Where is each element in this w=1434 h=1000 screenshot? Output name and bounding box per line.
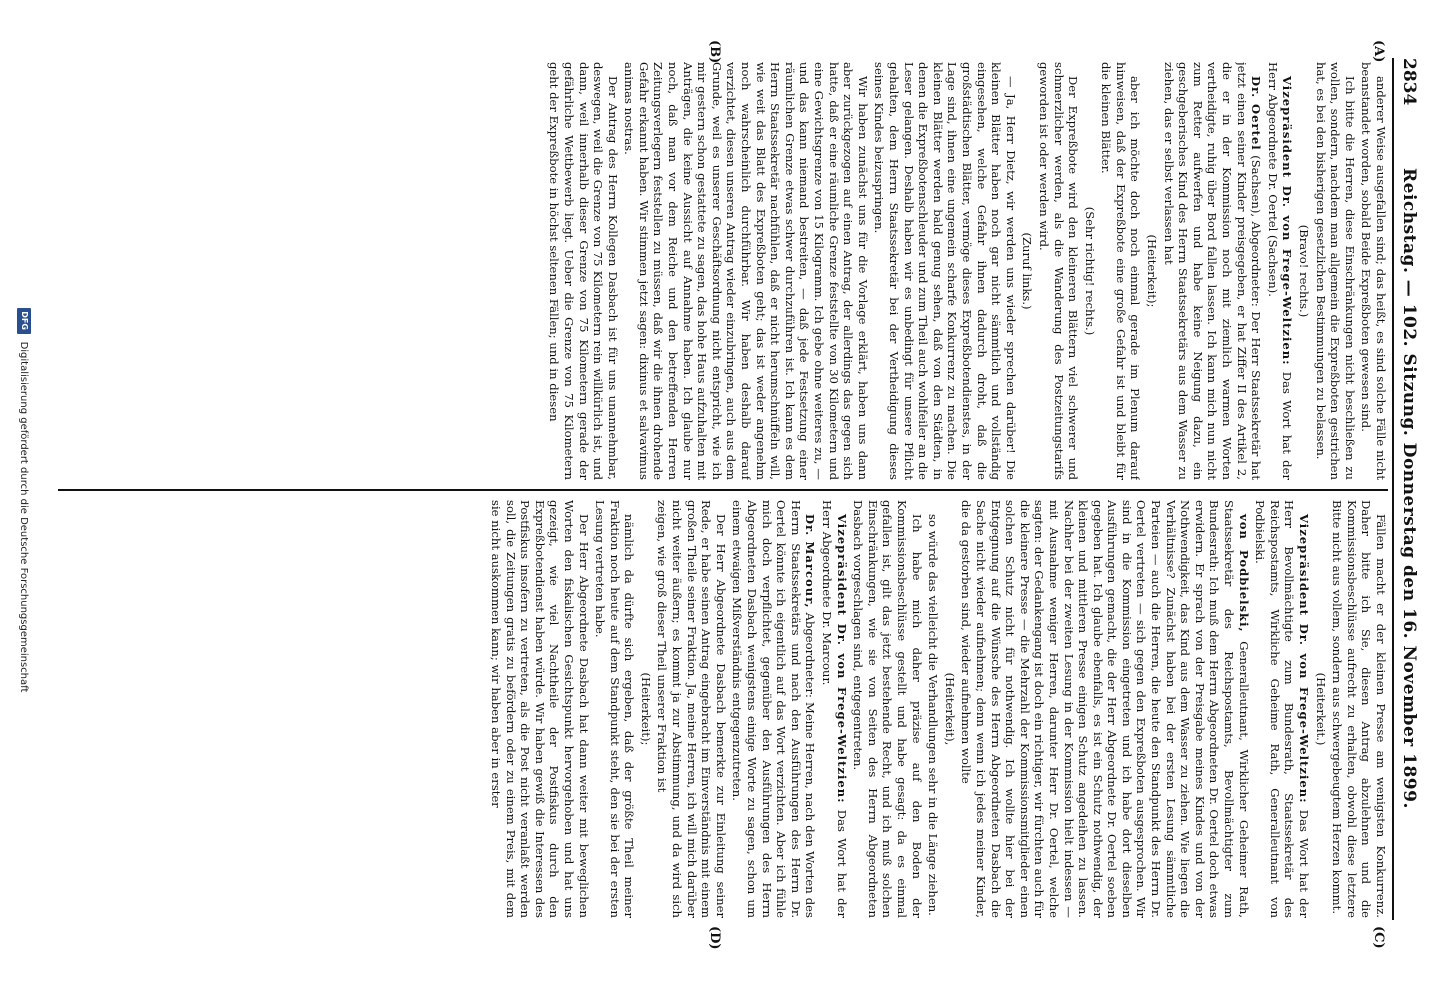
page-number: 2834 <box>1399 58 1419 106</box>
paragraph <box>1161 62 1263 480</box>
paragraph <box>488 500 590 918</box>
paragraph <box>1036 62 1080 480</box>
paragraph-text: (Zuruf links.) <box>1020 232 1035 310</box>
paragraph-text: Ich bitte die Herren, diese Einschränkungen nicht beschließen zu wollen, sondern, nachdem man allgemein die Expreßboten gestrichen hat, es bei den bisherigen gesetzlichen Bestimmungen zu belassen. <box>1313 62 1357 480</box>
interjection <box>942 500 957 918</box>
paragraph-text: (Heiterkeit), <box>942 672 957 746</box>
speaker-name: Vizepräsident Dr. von Frege-Weltzien: <box>834 514 849 804</box>
paragraph-text: Fällen macht er der kleinen Presse am wenigsten Konkurrenz. Daher bitte ich Sie, diesen Antrag abzulehnen und die Kommissionsbeschlüsse aufrecht zu erhalten, obwohl diese letztere Bitte nicht aus vollem, sondern aus schwergebeugtem Herzen kommt. <box>1330 500 1388 918</box>
interjection <box>1313 500 1328 918</box>
paragraph <box>593 500 637 918</box>
paragraph-text: Abgeordneter: Meine Herren, nach den Worten des Herrn Staatssekretärs und nach den Ausführungen des Herrn Dr. Oertel könnte ich eigentlich auf das Wort verzichten. Aber ich fühle mich doch verpflichtet, gegenüber den Ausführungen des Herrn Abgeordneten Dasbach wenigstens einige Worte zu sagen, schon um einem etwaigen Mißverständnis entgegenzutreten. <box>730 500 818 918</box>
paragraph-text: nämlich da dürfte sich ergeben, daß der größte Theil meiner Fraktion noch heute auf dem Standpunkt steht, den sie bei der ersten Lesung vertreten habe. <box>593 500 637 918</box>
interjection <box>1296 62 1311 480</box>
paragraph <box>1253 500 1311 918</box>
interjection <box>1145 62 1160 480</box>
paragraph-text: (Heiterkeit); <box>1145 234 1160 308</box>
speaker-name: Vizepräsident Dr. von Frege-Weltzien: <box>1297 514 1312 804</box>
paragraph <box>959 500 1251 918</box>
speaker-name: Dr. Marcour, <box>803 514 818 609</box>
paragraph-text: Der Herr Abgeordnete Dasbach bemerkte zur Einleitung seiner Rede, er habe seinen Antrag eingebracht im Einverständnis mit einem großen Theile seiner Fraktion. Ja, meine Herren, ich will mich darüber nicht weiter äußern; es kommt ja zur Abstimmung, und da wird sich zeigen, wie groß dieser Theil unserer Fraktion ist <box>655 500 728 918</box>
footer-text: Digitalisierung gefördert durch die Deutsche Forschungsgemeinschaft <box>18 341 30 693</box>
margin-marker-b: (B) <box>707 40 722 64</box>
paragraph-text: (Heiterkeit.) <box>1313 672 1328 746</box>
paragraph-text: Das Wort hat der Herr Bevollmächtigte zum Bundesrath, Staatssekretär des Reichspostamts, Wirkliche Geheime Rath, Generalleutnant von Podbielski. <box>1253 500 1312 918</box>
paragraph <box>819 500 848 918</box>
paragraph <box>1330 500 1388 918</box>
paragraph-text: Wir haben zunächst uns für die Vorlage erklärt, haben uns dann aber zurückgezogen auf einen Antrag, der allerdings das gegen sich hatte, daß er eine räumliche Grenze feststellte von 30 Kilometern und eine Gewichtsgrenze von 15 Kilogramm. Ich gebe ohne weiteres zu, — und das kann niemand bestreiten, — daß jede Festsetzung einer räumlichen Grenze etwas schwer durchzuführen ist. Ich kann es dem Herrn Staatssekretär nachfühlen, daß er nicht herumschnüffeln will, wie weit das Blatt des Expreßboten geht; das ist weder angenehm noch wahrscheinlich durchführbar. Wir haben deshalb darauf verzichtet, diesen unseren Antrag wieder einzubringen, auch aus dem Grunde, weil es unserer Geschäftsordnung nicht entspricht, wie ich mir gestern schon gestattete zu sagen, das hohe Haus aufzuhalten mit Anträgen, die keine Aussicht auf Annahme haben. Ich glaube nur noch, daß man vor dem Reiche und den betreffenden Herren Zeitungsverlegern feststellen zu müssen, daß wir die ihnen drohende Gefahr erkannt haben. Wir stimmen jetzt sagen: dixinus et salvavimus animas nostras. <box>622 62 870 480</box>
paragraph <box>926 500 941 918</box>
paragraph <box>1313 62 1357 480</box>
page-title: Reichstag. — 102. Sitzung. Donnerstag den 16. November 1899. <box>1399 168 1419 809</box>
paragraph-text: Der Herr Abgeordnete Dasbach hat dann weiter mit beweglichen Worten den fiskalischen Gesichtspunkt hervorgehoben und hat uns gezeigt, wie viel Nachtheile der Postfiskus durch den Expreßbotendienst haben würde. Wir haben gewiß die Interessen des Postfiskus insofern zu vertreten, als die Post nicht veranlaßt werden soll, die Zeitungen gratis zu befördern oder zu einem Preis, mit dem sie nicht auskommen kann; wir haben aber in erster <box>488 500 591 918</box>
paragraph <box>872 62 1018 480</box>
paragraph-text: (Sehr richtig! rechts.) <box>1082 206 1097 336</box>
speaker-name: von Podbielski, <box>1236 514 1251 633</box>
paragraph <box>730 500 818 918</box>
header-rule <box>1392 58 1394 920</box>
paragraph-text: aber ich möchte doch noch einmal gerade im Plenum darauf hinweisen, daß der Expreßbote eine große Gefahr ist und bleibt für die kleinen Blätter. <box>1099 62 1143 480</box>
paragraph <box>1359 62 1388 480</box>
left-text-column <box>48 62 1388 480</box>
paragraph-text: anderer Weise ausgefallen sind; das heißt, es sind solche Fälle nicht beanstandet worden, sobald Beide Expreßboten gewesen sind. <box>1359 62 1388 480</box>
paragraph <box>1099 62 1143 480</box>
paragraph <box>622 62 870 480</box>
paragraph-text: (Sachsen), Abgeordneter: Der Herr Staatssekretär hat jetzt einen seiner Kinder preisgegeben, er hat Ziffer II des Artikel 2, die er in der Kommission noch mit ziemlich warmen Worten vertheidigte, ruhig über Bord fallen lassen. Ich kann mich nun nicht zum Retter aufwerfen und habe keine Neigung dazu, ein geschgeberisches Kind des Herrn Staatssekretärs aus dem Wasser zu ziehen, das er selbst verlassen hat <box>1161 62 1264 480</box>
column-separator <box>58 489 1388 491</box>
speaker-name: Vizepräsident Dr. von Frege-Weltzien: <box>1280 76 1295 366</box>
margin-marker-c: (C) <box>1371 926 1386 949</box>
interjection <box>638 500 653 918</box>
interjection <box>1082 62 1097 480</box>
paragraph-text: — Ja, Herr Dietz, wir werden uns wieder sprechen darüber! Die kleinen Blätter haben noch gar nicht sämmtlich und vollständig eingesehen, welche Gefahr ihnen dadurch droht, daß die großstädtischen Blätter, vermöge dieses Expreßbotendienstes, in der Lage sind, ihnen eine ungemein scharfe Konkurrenz zu machen. Die kleinen Blätter werden bald genug sehen, daß von den Städten, in denen die Expreßbotenschleuder und zum Theil auch wohlfeiler an die Leser gelangen. Deshalb haben wir es unbedingt für unsere Pflicht gehalten, dem Herrn Staatssekretär bei der Vertheidigung dieses seines Kindes beizuspringen. <box>872 62 1018 480</box>
paragraph <box>547 62 620 480</box>
margin-marker-a: (A) <box>1371 40 1386 63</box>
paragraph <box>851 500 924 918</box>
page-footer <box>9 0 39 1000</box>
paragraph-text: (Bravo! rechts.) <box>1297 224 1312 318</box>
margin-marker-d: (D) <box>707 926 722 950</box>
paragraph <box>1265 62 1294 480</box>
interjection <box>1020 62 1035 480</box>
speaker-name: Dr. Oertel <box>1249 76 1264 151</box>
paragraph <box>655 500 728 918</box>
paragraph-text: Das Wort hat der Herr Abgeordnete Dr. Marcour. <box>820 500 849 918</box>
right-text-column <box>48 500 1388 918</box>
paragraph-text: Der Antrag des Herrn Kollegen Dasbach ist für uns unannehmbar, deswegen, weil die Grenze von 75 Kilometern rein willkürlich ist, und dann, weil innerhalb dieser Grenze von 75 Kilometern gerade der gefährliche Wettbewerb liegt. Ueber die Grenze von 75 Kilometern geht der Expreßbote in höchst seltenen Fällen; und in diesen <box>547 62 620 480</box>
dfg-logo: DFG <box>17 308 31 334</box>
paragraph-text: Der Expreßbote wird den kleineren Blättern viel schwerer und schmerzlicher werden, als die Wanderung des Postzeitungstarifs geworden ist oder werden wird. <box>1036 62 1081 480</box>
paragraph-text: (Heiterkeit); <box>638 672 653 746</box>
paragraph-text: Ich habe mich daher präzise auf den Boden der Kommissionsbeschlüsse gestellt und habe gesagt: da es einmal gefallen ist, gilt das jetzt bestehende Recht, und ich muß solchen Einschränkungen, wie sie von Seiten des Herrn Abgeordneten Dasbach vorgeschlagen sind, entgegentreten. <box>851 500 924 918</box>
paragraph-text: Das Wort hat der Herr Abgeordnete Dr. Oertel (Sachsen). <box>1265 62 1295 480</box>
page-header <box>1398 58 1420 920</box>
paragraph-text: Generalleutnant, Wirklicher Geheimer Rath, Staatssekretär des Reichspostamts, Bevollmächtigter zum Bundesrath: Ich muß dem Herrn Abgeordneten Dr. Oertel doch etwas erwidern. Er sprach von der Preisgabe meines Kindes und von der Nothwendigkeit, das Kind aus dem Wasser zu ziehen. Wie liegen die Verhältnisse? Zunächst haben bei der ersten Lesung sämmtliche Parteien — auch die Herren, die heute den Standpunkt des Herrn Dr. Oertel vertreten — sich gegen den Expreßboten ausgesprochen. Wir sind in die Kommission eingetreten und ich habe dort dieselben Ausführungen gemacht, die der Herr Abgeordnete Dr. Oertel soeben gegeben hat. Ich glaube ebenfalls, es ist ein Schutz nothwendig, der kleinen und mittleren Presse einigen Schutz angedeihen zu lassen. Nachher bei der zweiten Lesung in der Kommission hielt indessen — mit Ausnahme weniger Herren, darunter Herr Dr. Oertel, welche sagten: der Gedankengang ist doch ein richtiger, wir fürchten auch für die kleinere Presse — die Mehrzahl der Kommissionsmitglieder einen solchen Schutz nicht für nothwendig. Ich wollte hier bei der Entgegnung auf die Wünsche des Herrn Abgeordneten Dasbach die Sache nicht wieder aufnehmen; denn wenn ich jedes meiner Kinder, die da gestorben sind, wieder aufnehmen wollte <box>959 500 1251 918</box>
paragraph-text: so würde das vielleicht die Verhandlungen sehr in die Länge ziehen. <box>926 514 941 916</box>
